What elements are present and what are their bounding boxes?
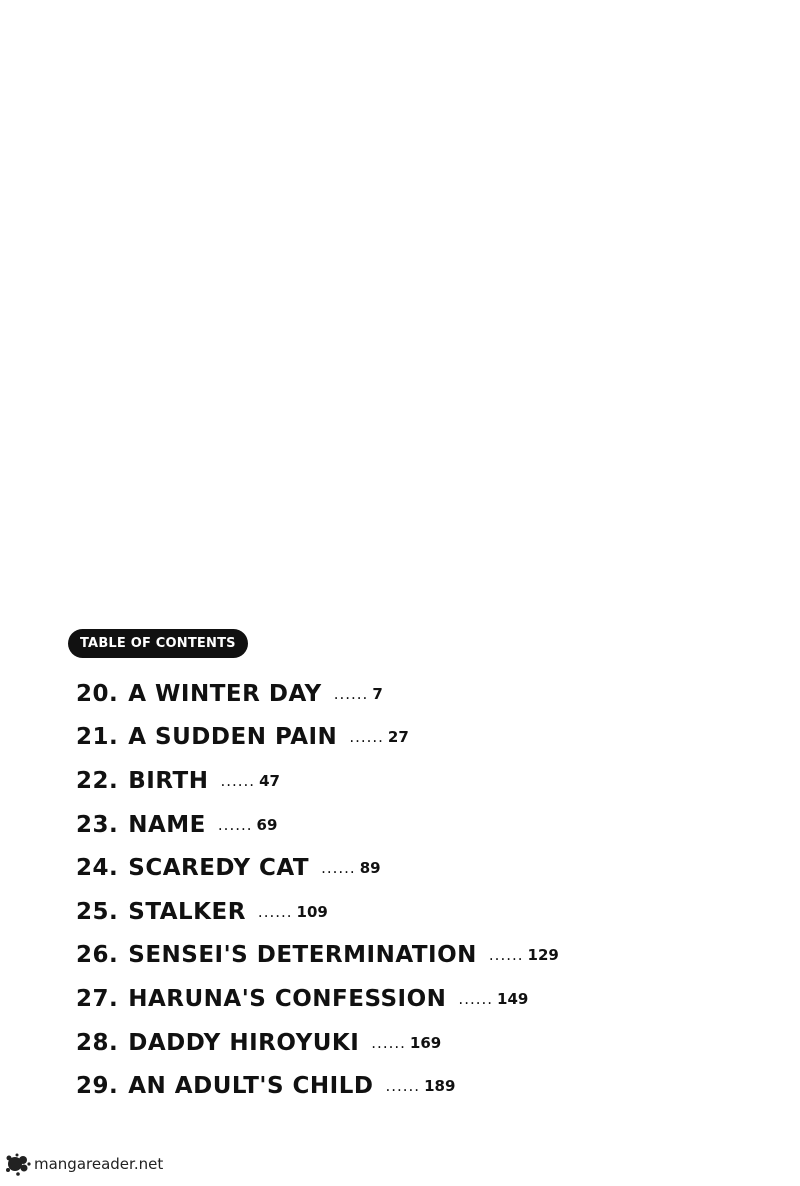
toc-entry (76, 934, 559, 978)
toc-entry (76, 846, 559, 890)
chapter-title: STALKER (128, 898, 246, 925)
page-number: 129 (527, 946, 559, 965)
chapter-title: SENSEI'S DETERMINATION (128, 942, 477, 969)
watermark-text: mangareader.net (34, 1155, 164, 1173)
toc-entry (76, 1021, 559, 1065)
chapter-title: A SUDDEN PAIN (128, 724, 338, 751)
page-number: 189 (424, 1077, 456, 1096)
chapter-number: 23. (76, 811, 119, 838)
leader-dots: ...... (220, 771, 256, 790)
chapter-title: DADDY HIROYUKI (128, 1029, 360, 1056)
chapter-number: 27. (76, 985, 119, 1012)
leader-dots: ...... (321, 859, 356, 878)
chapter-title: SCAREDY CAT (128, 855, 310, 882)
page-number: 69 (256, 815, 278, 834)
leader-dots: ...... (257, 902, 293, 921)
page-number: 169 (409, 1033, 442, 1052)
leader-dots: ...... (458, 989, 494, 1008)
page-number: 27 (387, 728, 409, 747)
toc-entry (76, 890, 559, 934)
toc-entry (76, 977, 559, 1021)
page-number: 7 (372, 684, 383, 703)
chapter-number: 25. (76, 898, 119, 925)
toc-header: TABLE OF CONTENTS (68, 629, 248, 658)
chapter-title: HARUNA'S CONFESSION (128, 985, 447, 1012)
chapter-number: 24. (76, 855, 119, 882)
splat-logo-icon (4, 1150, 32, 1178)
chapter-number: 26. (76, 942, 119, 969)
toc-entry (76, 1064, 559, 1108)
toc-list (76, 672, 559, 1108)
leader-dots: ...... (349, 728, 384, 747)
page-number: 89 (359, 859, 381, 878)
toc-entry (76, 803, 559, 847)
toc-entry (76, 672, 559, 716)
leader-dots: ...... (217, 815, 253, 834)
chapter-title: A WINTER DAY (128, 680, 322, 707)
chapter-number: 20. (76, 680, 119, 707)
page-number: 109 (296, 902, 328, 921)
chapter-number: 28. (76, 1029, 119, 1056)
chapter-number: 22. (76, 767, 119, 794)
page-number: 149 (497, 989, 529, 1008)
leader-dots: ...... (371, 1033, 406, 1052)
chapter-title: AN ADULT'S CHILD (128, 1073, 374, 1100)
chapter-number: 21. (76, 724, 119, 751)
page-number: 47 (259, 771, 280, 790)
chapter-number: 29. (76, 1073, 119, 1100)
leader-dots: ...... (385, 1077, 421, 1096)
chapter-title: NAME (128, 811, 206, 838)
leader-dots: ...... (488, 946, 524, 965)
leader-dots: ...... (333, 684, 369, 703)
toc-entry (76, 716, 559, 760)
toc-entry (76, 759, 559, 803)
watermark (4, 1150, 163, 1178)
chapter-title: BIRTH (128, 767, 209, 794)
